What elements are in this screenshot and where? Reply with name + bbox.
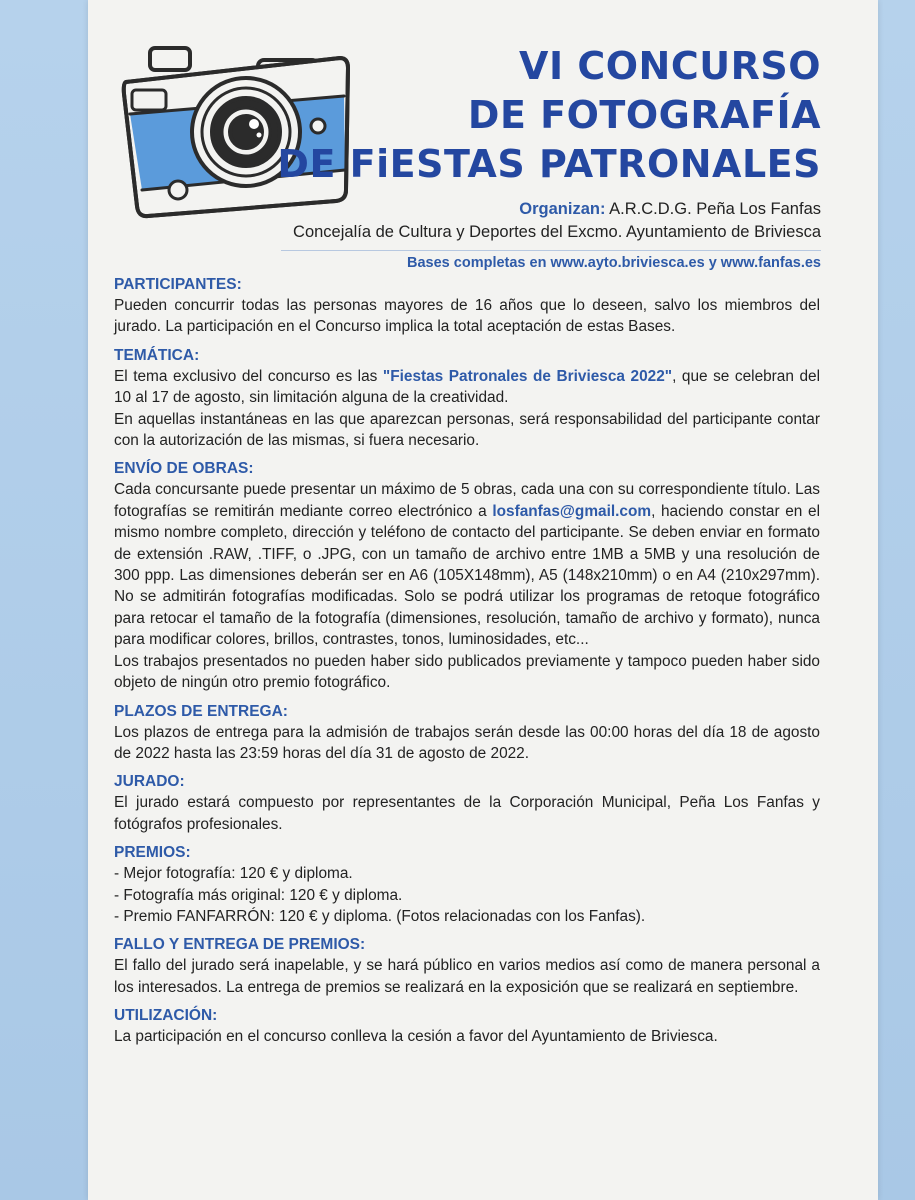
section-text: El fallo del jurado será inapelable, y se hará público en varios medios así como de manera personal a los interesados. La entrega de premios se realizará en la exposición que se realizará en septiembre.	[114, 957, 820, 996]
section-heading: UTILIZACIÓN:	[114, 1007, 218, 1025]
title-line-2: DE FOTOGRAFÍA	[467, 93, 821, 137]
section-heading: TEMÁTICA:	[114, 346, 200, 364]
organizers	[293, 198, 821, 244]
section-heading: PARTICIPANTES:	[114, 276, 242, 293]
section-envio	[114, 458, 820, 693]
section-fallo	[114, 934, 820, 998]
section-heading: PLAZOS DE ENTREGA:	[114, 702, 288, 720]
theme-highlight: "Fiestas Patronales de Briviesca 2022"	[382, 367, 673, 385]
list-item: - Fotografía más original: 120 € y diploma.	[114, 886, 403, 904]
organizers-line-2: Concejalía de Cultura y Deportes del Excmo. Ayuntamiento de Briviesca	[293, 223, 821, 241]
rules-content	[114, 274, 820, 1055]
list-item: - Mejor fotografía: 120 € y diploma.	[114, 865, 353, 883]
section-heading: JURADO:	[114, 773, 185, 791]
email-link[interactable]: losfanfas@gmail.com	[492, 502, 652, 520]
text-part: El tema exclusivo del concurso es las	[114, 367, 383, 385]
organizers-line-1: A.R.C.D.G. Peña Los Fanfas	[609, 200, 821, 218]
list-item: - Premio FANFARRÓN: 120 € y diploma. (Fotos relacionadas con los Fanfas).	[114, 907, 646, 925]
section-text	[114, 479, 820, 650]
section-tematica	[114, 345, 820, 452]
title-line-3: DE FiESTAS PATRONALES	[277, 142, 821, 186]
section-heading: PREMIOS:	[114, 844, 191, 862]
bases-note: Bases completas en www.ayto.briviesca.es y www.fanfas.es	[281, 250, 821, 271]
poster-title	[277, 42, 821, 189]
section-text: En aquellas instantáneas en las que aparezcan personas, será responsabilidad del participante contar con la autorización de las mismas, si fuera necesario.	[114, 410, 820, 450]
section-text	[114, 366, 820, 409]
section-text: El jurado estará compuesto por representantes de la Corporación Municipal, Peña Los Fanfas y fotógrafos profesionales.	[114, 794, 820, 833]
title-line-1: VI CONCURSO	[519, 44, 821, 88]
section-text: La participación en el concurso conlleva la cesión a favor del Ayuntamiento de Briviesca.	[114, 1028, 718, 1046]
section-premios	[114, 842, 820, 927]
section-jurado	[114, 771, 820, 835]
text-part: , que se celebran del 10 al 17 de agosto, sin limitación alguna de la creatividad.	[114, 367, 821, 407]
section-heading: ENVÍO DE OBRAS:	[114, 460, 254, 478]
section-text: Pueden concurrir todas las personas mayores de 16 años que lo deseen, salvo los miembros del jurado. La participación en el Concurso implica la total aceptación de estas Bases.	[114, 297, 820, 336]
section-participantes	[114, 274, 820, 338]
section-heading: FALLO Y ENTREGA DE PREMIOS:	[114, 936, 366, 954]
section-plazos	[114, 701, 820, 765]
text-part: Cada concursante puede presentar un máximo de 5 obras, cada una con su correspondiente título. Las fotografías se remitirán mediante correo electrónico a	[114, 481, 820, 520]
organizers-label: Organizan:	[519, 200, 606, 218]
section-utilizacion	[114, 1005, 820, 1047]
section-text: Los trabajos presentados no pueden haber sido publicados previamente y tampoco pueden haber sido objeto de ningún otro premio fotográfico.	[114, 652, 820, 692]
text-part: , haciendo constar en el mismo nombre completo, dirección y teléfono de contacto del participante. Se deben enviar en formato de extensión .RAW, .TIFF, o .JPG, con un tamaño de archivo entre 1MB a 5MB y una resolución de 300 ppp. Las dimensiones deberán ser en A6 (105X148mm), A5 (148x210mm) o en A4 (210x297mm). No se admitirán fotografías modificadas. Solo se podrá utilizar los programas de retoque fotográfico para retocar el tamaño de la fotografía (dimensiones, resolución, tamaño de archivo y formato), nunca para modificar colores, brillos, contrastes, tonos, luminosidades, etc...	[114, 502, 820, 649]
section-text: Los plazos de entrega para la admisión de trabajos serán desde las 00:00 horas del día 18 de agosto de 2022 hasta las 23:59 horas del día 31 de agosto de 2022.	[114, 723, 820, 762]
